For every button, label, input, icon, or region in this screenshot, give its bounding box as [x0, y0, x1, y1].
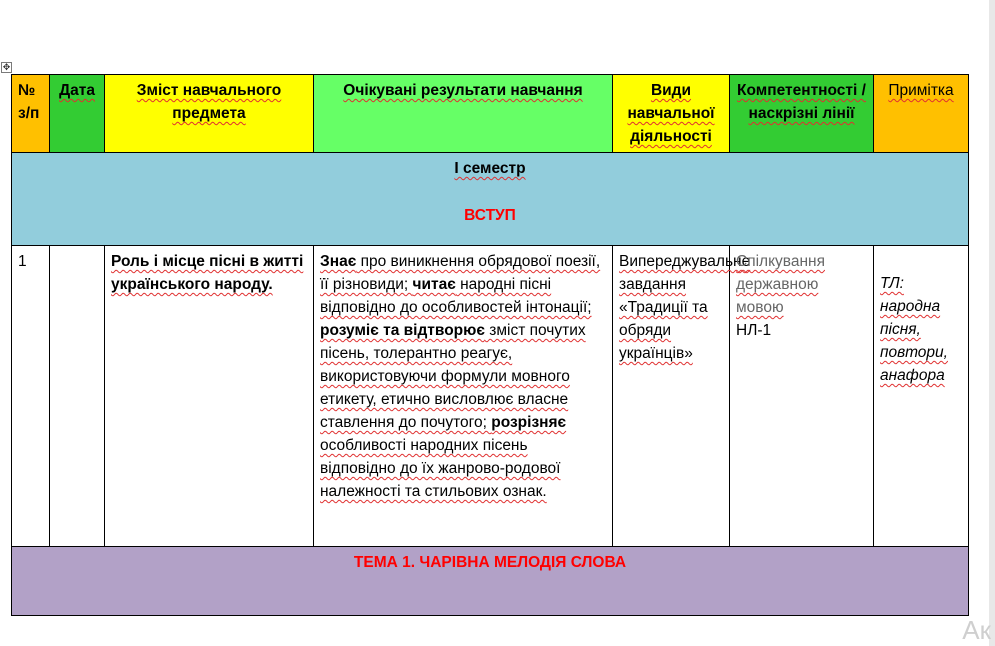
semester-row: [12, 153, 969, 246]
results-segment: розуміє та відтворює: [320, 322, 485, 339]
header-content: Зміст навчального предмета: [105, 75, 314, 153]
header-row: [12, 75, 969, 153]
row-activity: Випереджувальне завдання «Традиції та обряди українців»: [613, 246, 730, 547]
header-note: Примітка: [874, 75, 969, 153]
page-edge: [989, 0, 995, 646]
results-segment: читає: [412, 276, 456, 293]
header-date: Дата: [50, 75, 105, 153]
header-activity: Види навчальної діяльності: [613, 75, 730, 153]
row-date: [50, 246, 105, 547]
row-num: 1: [12, 246, 50, 547]
theme-title: ТЕМА 1. ЧАРІВНА МЕЛОДІЯ СЛОВА: [12, 547, 969, 616]
header-competence: Компетентності / наскрізні лінії: [730, 75, 874, 153]
results-segment: народні пісні відповідно до особливостей інтонації;: [320, 276, 592, 316]
results-segment: зміст почутих пісень, толерантно реагує, використовуючи формули мовного етикету, етично висловлює власне ставлення до почутого;: [320, 322, 586, 431]
results-segment: Знає: [320, 253, 357, 270]
row-note: ТЛ: народна пісня, повтори, анафора: [874, 246, 969, 547]
lesson-plan-table: [11, 74, 969, 616]
section-title: ВСТУП: [464, 207, 516, 224]
competence-line: НЛ-1: [736, 322, 772, 339]
header-num: № з/п: [12, 75, 50, 153]
semester-cell: [12, 153, 969, 246]
row-competence: [730, 246, 874, 547]
results-segment: особливості народних пісень відповідно до їх жанрово-родової належності та стильових ознак.: [320, 437, 561, 500]
results-segment: розрізняє: [491, 414, 567, 431]
semester-title: І семестр: [454, 160, 526, 177]
results-segment: про виникнення обрядової поезії, її різновиди;: [320, 253, 601, 293]
table-row: [12, 246, 969, 547]
corner-text: Ак: [962, 615, 991, 645]
table-move-handle-icon[interactable]: ✥: [2, 62, 11, 72]
row-content: Роль і місце пісні в житті українського народу.: [105, 246, 314, 547]
competence-main: Спілкування державною мовою: [736, 253, 825, 316]
row-results: [314, 246, 613, 547]
header-results: Очікувані результати навчання: [314, 75, 613, 153]
theme-row: [12, 547, 969, 616]
